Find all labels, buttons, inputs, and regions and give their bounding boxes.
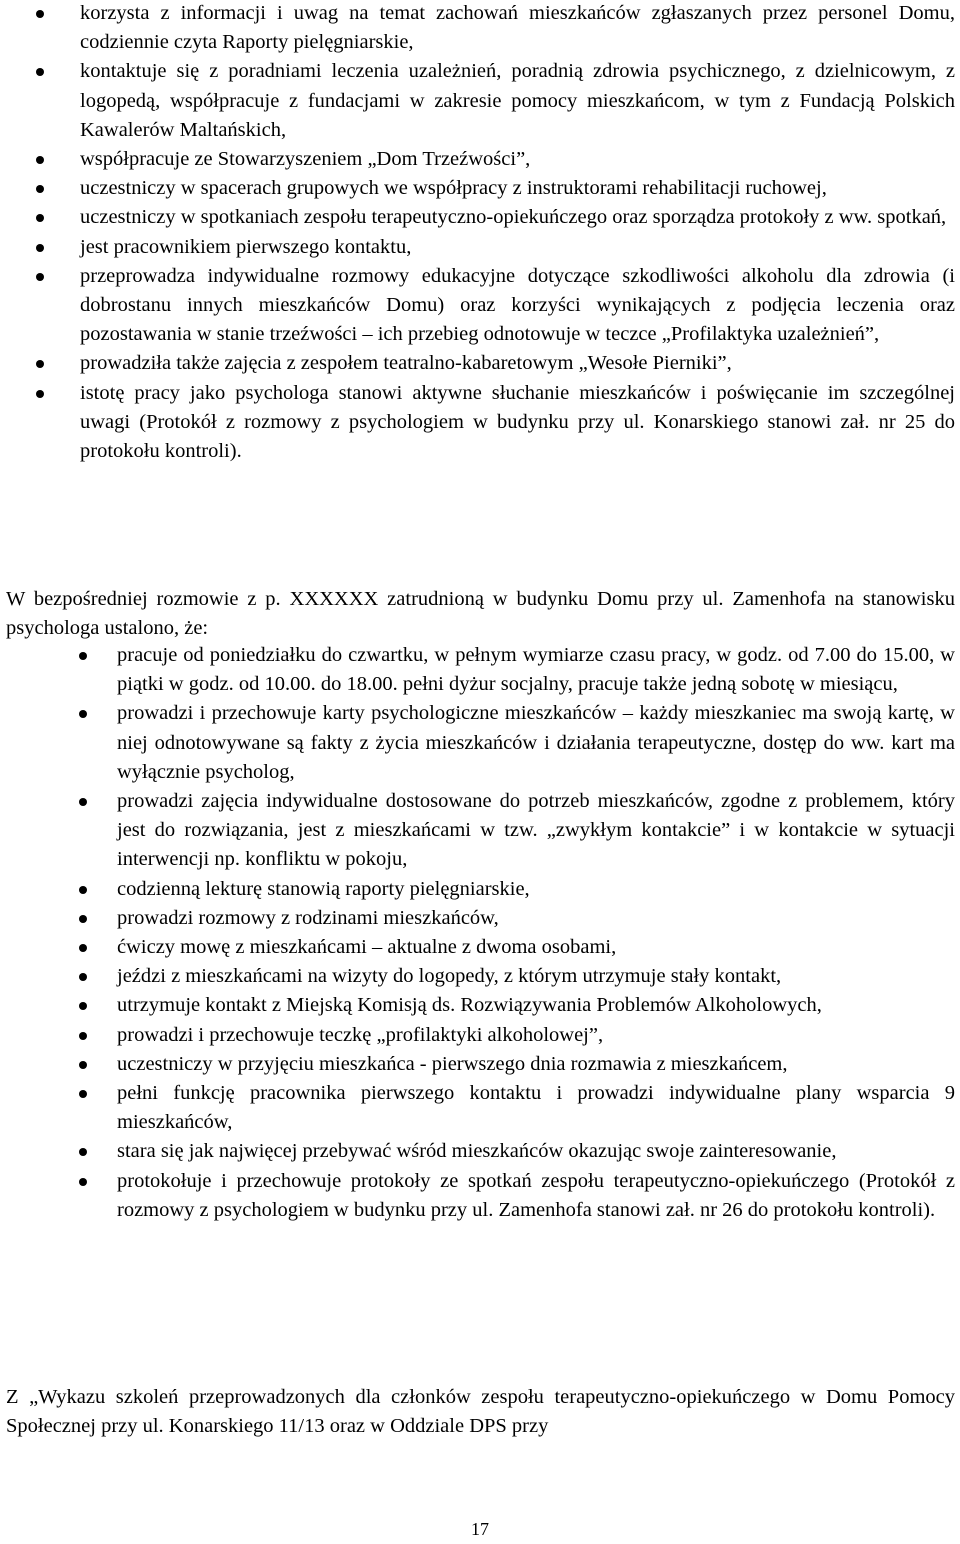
list-item: uczestniczy w przyjęciu mieszkańca - pierwszego dnia rozmawia z mieszkańcem, [117, 1050, 955, 1079]
list-item: prowadzi i przechowuje teczkę „profilaktyki alkoholowej”, [117, 1021, 955, 1050]
list-item: uczestniczy w spotkaniach zespołu terapeutyczno-opiekuńczego oraz sporządza protokoły z ww. spotkań, [80, 203, 955, 232]
list-item: prowadzi zajęcia indywidualne dostosowane do potrzeb mieszkańców, zgodne z problemem, który jest do rozwiązania, jest z mieszkańcami w tzw. „zwykłym kontakcie” i w kontakcie w sytuacji interwencji np. konfliktu w pokoju, [117, 787, 955, 875]
list-item: codzienną lekturę stanowią raporty pielęgniarskie, [117, 875, 955, 904]
bullet-list-psychologist-zamenhofa [117, 641, 955, 1225]
list-item: pełni funkcję pracownika pierwszego kontaktu i prowadzi indywidualne plany wsparcia 9 mieszkańców, [117, 1079, 955, 1137]
list-item: korzysta z informacji i uwag na temat zachowań mieszkańców zgłaszanych przez personel Domu, codziennie czyta Raporty pielęgniarskie, [80, 0, 955, 57]
list-item: prowadzi rozmowy z rodzinami mieszkańców, [117, 904, 955, 933]
list-item: ćwiczy mowę z mieszkańcami – aktualne z dwoma osobami, [117, 933, 955, 962]
list-item: prowadziła także zajęcia z zespołem teatralno-kabaretowym „Wesołe Pierniki”, [80, 349, 955, 378]
list-item: współpracuje ze Stowarzyszeniem „Dom Trzeźwości”, [80, 145, 955, 174]
list-item: utrzymuje kontakt z Miejską Komisją ds. Rozwiązywania Problemów Alkoholowych, [117, 991, 955, 1020]
list-item: jest pracownikiem pierwszego kontaktu, [80, 233, 955, 262]
bullet-list-psychologist-konarskiego [80, 0, 955, 466]
list-item: uczestniczy w spacerach grupowych we współpracy z instruktorami rehabilitacji ruchowej, [80, 174, 955, 203]
list-item: stara się jak najwięcej przebywać wśród mieszkańców okazując swoje zainteresowanie, [117, 1137, 955, 1166]
list-item: kontaktuje się z poradniami leczenia uzależnień, poradnią zdrowia psychicznego, z dzielnicowym, z logopedą, współpracuje z fundacjami w zakresie pomocy mieszkańcom, w tym z Fundacją Polskich Kawalerów Maltańskich, [80, 57, 955, 145]
list-item: pracuje od poniedziałku do czwartku, w pełnym wymiarze czasu pracy, w godz. od 7.00 do 15.00, w piątki w godz. od 10.00. do 18.00. pełni dyżur socjalny, pracuje także jedną sobotę w miesiącu, [117, 641, 955, 699]
list-item: istotę pracy jako psychologa stanowi aktywne słuchanie mieszkańców i poświęcanie im szczególnej uwagi (Protokół z rozmowy z psychologiem w budynku przy ul. Konarskiego stanowi zał. nr 25 do protokołu kontroli). [80, 379, 955, 467]
page-number: 17 [471, 1519, 489, 1539]
list-item: protokołuje i przechowuje protokoły ze spotkań zespołu terapeutyczno-opiekuńczego (Protokół z rozmowy z psychologiem w budynku przy ul. Zamenhofa stanowi zał. nr 26 do protokołu kontroli). [117, 1167, 955, 1225]
list-item: jeździ z mieszkańcami na wizyty do logopedy, z którym utrzymuje stały kontakt, [117, 962, 955, 991]
list-item: przeprowadza indywidualne rozmowy edukacyjne dotyczące szkodliwości alkoholu dla zdrowia (i dobrostanu innych mieszkańców Domu) oraz korzyści wynikających z podjęcia leczenia oraz pozostawania w stanie trzeźwości – ich przebieg odnotowuje w teczce „Profilaktyka uzależnień”, [80, 262, 955, 350]
paragraph-training-list: Z „Wykazu szkoleń przeprowadzonych dla członków zespołu terapeutyczno-opiekuńczego w Domu Pomocy Społecznej przy ul. Konarskiego 11/13 oraz w Oddziale DPS przy [6, 1386, 955, 1438]
list-item: prowadzi i przechowuje karty psychologiczne mieszkańców – każdy mieszkaniec ma swoją kartę, w niej odnotowywane są fakty z życia mieszkańców i działania terapeutyczne, dostęp do ww. kart ma wyłącznie psycholog, [117, 699, 955, 787]
paragraph-interview: W bezpośredniej rozmowie z p. XXXXXX zatrudnioną w budynku Domu przy ul. Zamenhofa na stanowisku psychologa ustalono, że: [6, 588, 955, 640]
